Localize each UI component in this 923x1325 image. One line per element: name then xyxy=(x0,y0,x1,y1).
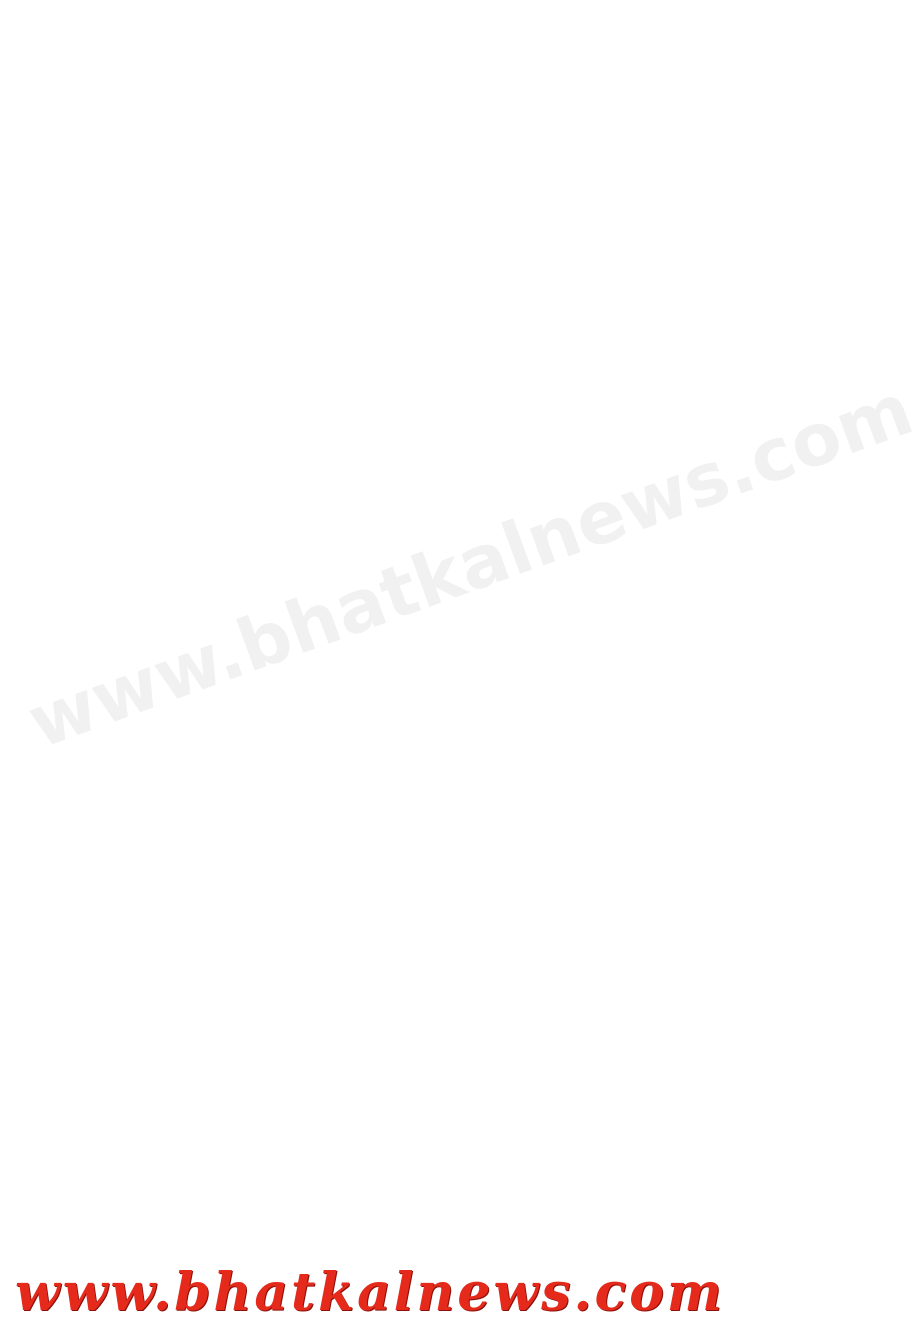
article-2-body-block xyxy=(10,366,923,872)
site-footer xyxy=(0,1262,740,1322)
footer-website-link[interactable]: www.bhatkalnews.com xyxy=(15,1262,725,1323)
article-3-body-block xyxy=(10,938,730,1258)
article-1-body-block xyxy=(10,58,730,318)
site-watermark: www.bhatkalnews.com xyxy=(17,366,923,765)
